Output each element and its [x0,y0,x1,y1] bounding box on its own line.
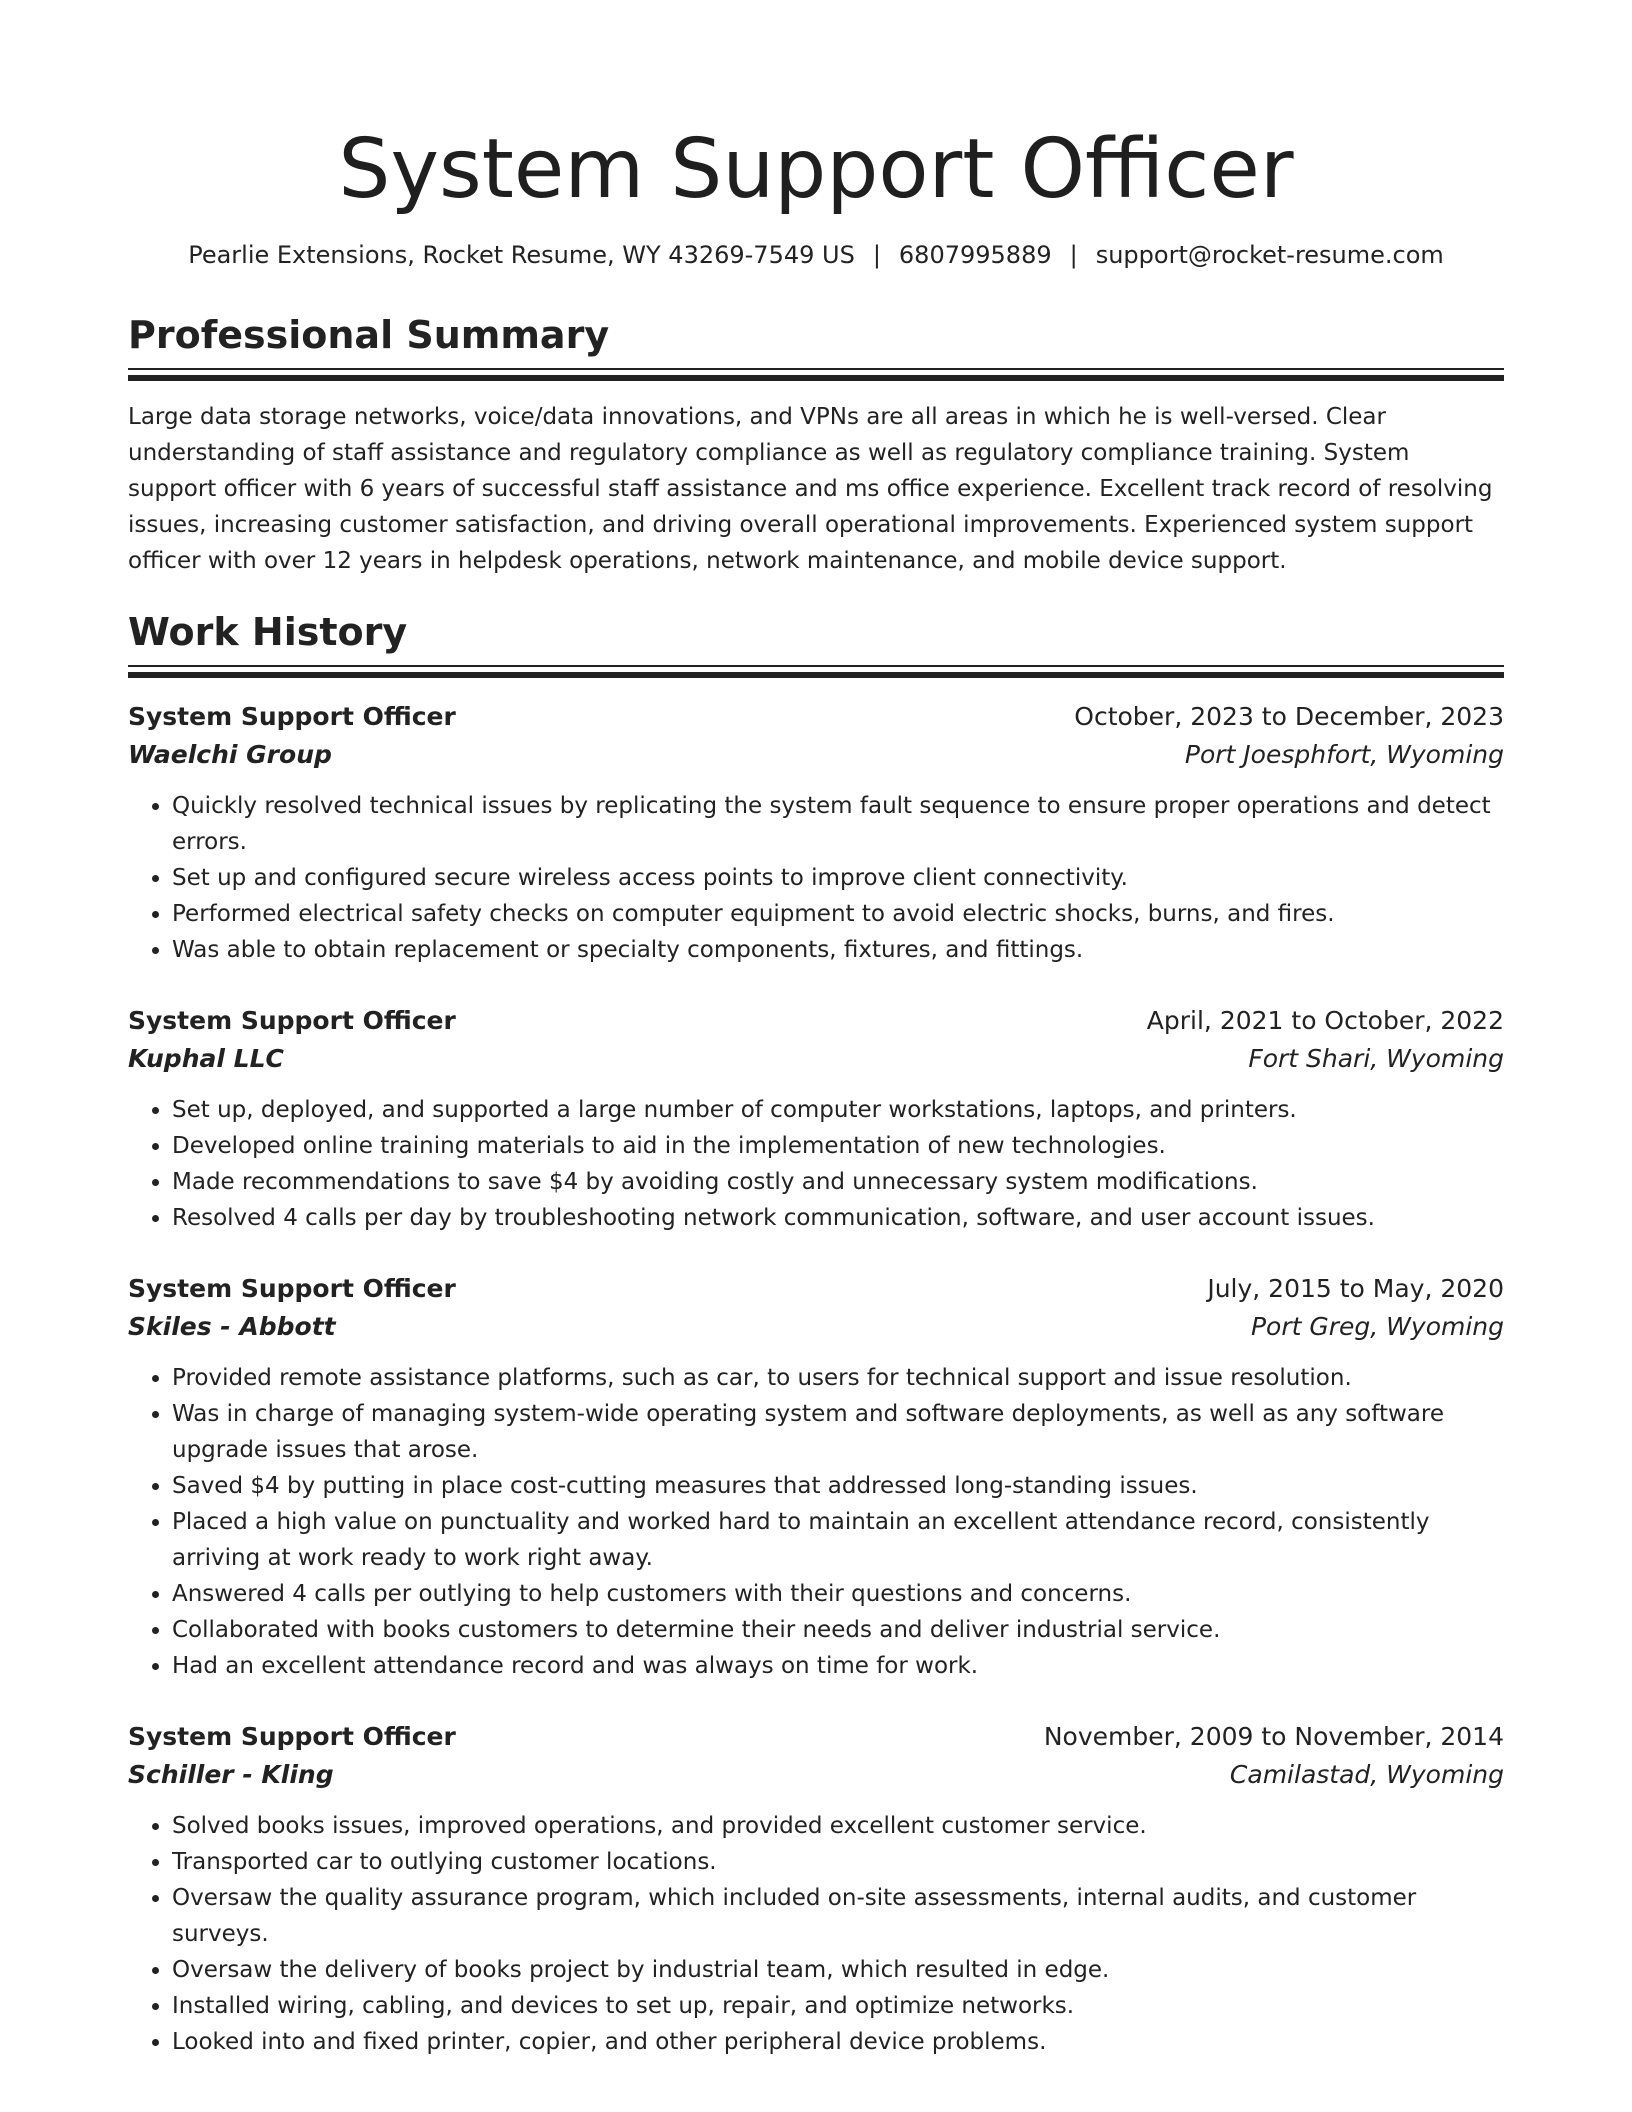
work-history-heading: Work History [128,610,408,654]
job-bullet: • Looked into and fixed printer, copier, and other peripheral device problems. [172,2024,1504,2060]
job-location: Port Joesphfort, Wyoming [1184,740,1504,769]
job-header-row [128,1270,1504,1308]
job-dates: July, 2015 to May, 2020 [1207,1274,1504,1303]
job-bullet-list [128,788,1504,968]
job-company: Kuphal LLC [128,1044,284,1073]
job-dates: November, 2009 to November, 2014 [1043,1722,1504,1751]
contact-email: support@rocket-resume.com [1095,241,1444,269]
summary-section [128,312,1504,579]
job-company-row [128,1308,1504,1346]
job-location: Fort Shari, Wyoming [1248,1044,1504,1073]
job-bullet-list [128,1092,1504,1236]
job-company: Waelchi Group [128,740,332,769]
job-bullet: • Quickly resolved technical issues by replicating the system fault sequence to ensure proper operations and detect errors. [172,788,1504,860]
job-header-row [128,698,1504,736]
job-title: System Support Officer [128,1722,456,1751]
job-title: System Support Officer [128,1274,456,1303]
resume-title: System Support Officer [338,122,1294,217]
contact-address: Pearlie Extensions, Rocket Resume, WY 43269-7549 US [188,241,855,269]
job-bullet: • Was in charge of managing system-wide operating system and software deployments, as well as any software upgrade issues that arose. [172,1396,1504,1468]
job-company-row [128,1040,1504,1078]
job-bullet: • Installed wiring, cabling, and devices to set up, repair, and optimize networks. [172,1988,1504,2024]
section-divider [128,368,1504,381]
job-entry [128,698,1504,968]
job-company-row [128,1756,1504,1794]
job-bullet: • Placed a high value on punctuality and worked hard to maintain an excellent attendance record, consistently arriving at work ready to work right away. [172,1504,1504,1576]
job-bullet: • Had an excellent attendance record and was always on time for work. [172,1648,1504,1684]
job-entry [128,1718,1504,2060]
job-bullet: • Was able to obtain replacement or specialty components, fixtures, and fittings. [172,932,1504,968]
job-bullet: • Performed electrical safety checks on computer equipment to avoid electric shocks, burns, and fires. [172,896,1504,932]
job-bullet: • Saved $4 by putting in place cost-cutting measures that addressed long-standing issues. [172,1468,1504,1504]
job-bullet: • Transported car to outlying customer locations. [172,1844,1504,1880]
section-divider [128,665,1504,678]
job-header-row [128,1002,1504,1040]
job-bullet: • Oversaw the delivery of books project by industrial team, which resulted in edge. [172,1952,1504,1988]
job-bullet: • Answered 4 calls per outlying to help customers with their questions and concerns. [172,1576,1504,1612]
job-entry [128,1002,1504,1236]
job-company: Skiles - Abbott [128,1312,336,1341]
contact-separator: | [1069,241,1078,269]
contact-separator: | [872,241,881,269]
job-bullet: • Collaborated with books customers to determine their needs and deliver industrial service. [172,1612,1504,1648]
job-bullet: • Developed online training materials to aid in the implementation of new technologies. [172,1128,1504,1164]
job-company-row [128,736,1504,774]
job-title: System Support Officer [128,1006,456,1035]
summary-heading: Professional Summary [128,313,610,357]
job-bullet: • Made recommendations to save $4 by avoiding costly and unnecessary system modifications. [172,1164,1504,1200]
work-history-section [128,609,1504,2060]
job-bullet: • Set up, deployed, and supported a large number of computer workstations, laptops, and printers. [172,1092,1504,1128]
job-header-row [128,1718,1504,1756]
job-dates: April, 2021 to October, 2022 [1146,1006,1504,1035]
job-bullet-list [128,1808,1504,2060]
contact-line [128,238,1504,272]
job-bullet: • Set up and configured secure wireless access points to improve client connectivity. [172,860,1504,896]
job-bullet: • Provided remote assistance platforms, such as car, to users for technical support and issue resolution. [172,1360,1504,1396]
job-company: Schiller - Kling [128,1760,334,1789]
job-bullet: • Resolved 4 calls per day by troubleshooting network communication, software, and user account issues. [172,1200,1504,1236]
job-location: Port Greg, Wyoming [1250,1312,1504,1341]
job-bullet-list [128,1360,1504,1684]
job-location: Camilastad, Wyoming [1229,1760,1504,1789]
job-title: System Support Officer [128,702,456,731]
job-dates: October, 2023 to December, 2023 [1074,702,1504,731]
contact-phone: 6807995889 [898,241,1052,269]
job-list [128,698,1504,2060]
job-bullet: • Solved books issues, improved operations, and provided excellent customer service. [172,1808,1504,1844]
resume-page [128,0,1504,2060]
job-entry [128,1270,1504,1684]
summary-text: Large data storage networks, voice/data innovations, and VPNs are all areas in which he is well-versed. Clear understanding of staff assistance and regulatory compliance as well as regulatory compliance training. System support officer with 6 years of successful staff assistance and ms office experience. Excellent track record of resolving issues, increasing customer satisfaction, and driving overall operational improvements. Experienced system support officer with over 12 years in helpdesk operations, network maintenance, and mobile device support. [128,404,1493,574]
job-bullet: • Oversaw the quality assurance program, which included on-site assessments, internal audits, and customer surveys. [172,1880,1504,1952]
